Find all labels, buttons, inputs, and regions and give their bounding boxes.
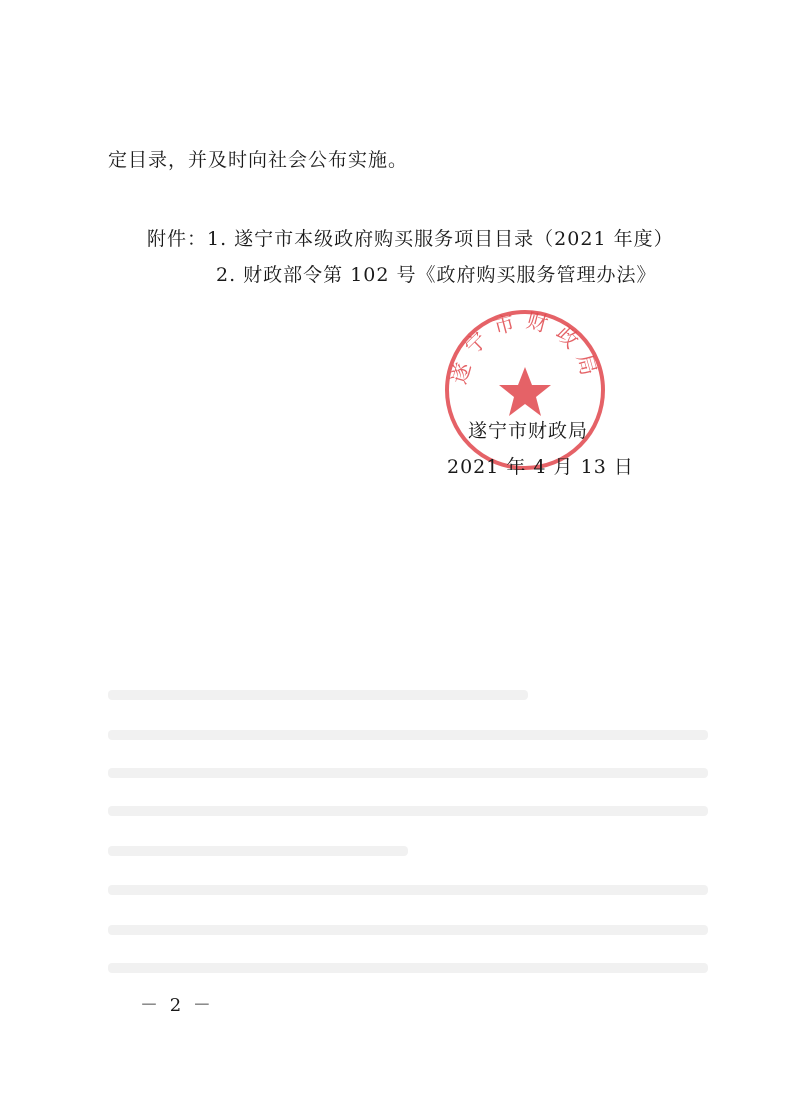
show-through-line (108, 768, 708, 778)
show-through-line (108, 846, 408, 856)
signer-name: 遂宁市财政局 (468, 420, 589, 442)
show-through-line (108, 806, 708, 816)
signature-date: 2021 年 4 月 13 日 (447, 456, 634, 478)
show-through-line (108, 963, 708, 973)
closing-line: 定目录，并及时向社会公布实施。 (108, 149, 409, 171)
show-through-line (108, 925, 708, 935)
show-through-line (108, 885, 708, 895)
attachment-item-1: 1. 遂宁市本级政府购买服务项目目录（2021 年度） (207, 228, 674, 250)
show-through-line (108, 690, 528, 700)
page-number: － 2 － (140, 995, 214, 1016)
attachment-item-2: 2. 财政部令第 102 号《政府购买服务管理办法》 (216, 264, 657, 286)
official-seal-icon (440, 305, 610, 475)
attachment-line-1 (147, 226, 674, 252)
attachment-label: 附件： (147, 228, 208, 250)
seal-text: 遂宁市财政局 (446, 308, 604, 387)
show-through-line (108, 730, 708, 740)
